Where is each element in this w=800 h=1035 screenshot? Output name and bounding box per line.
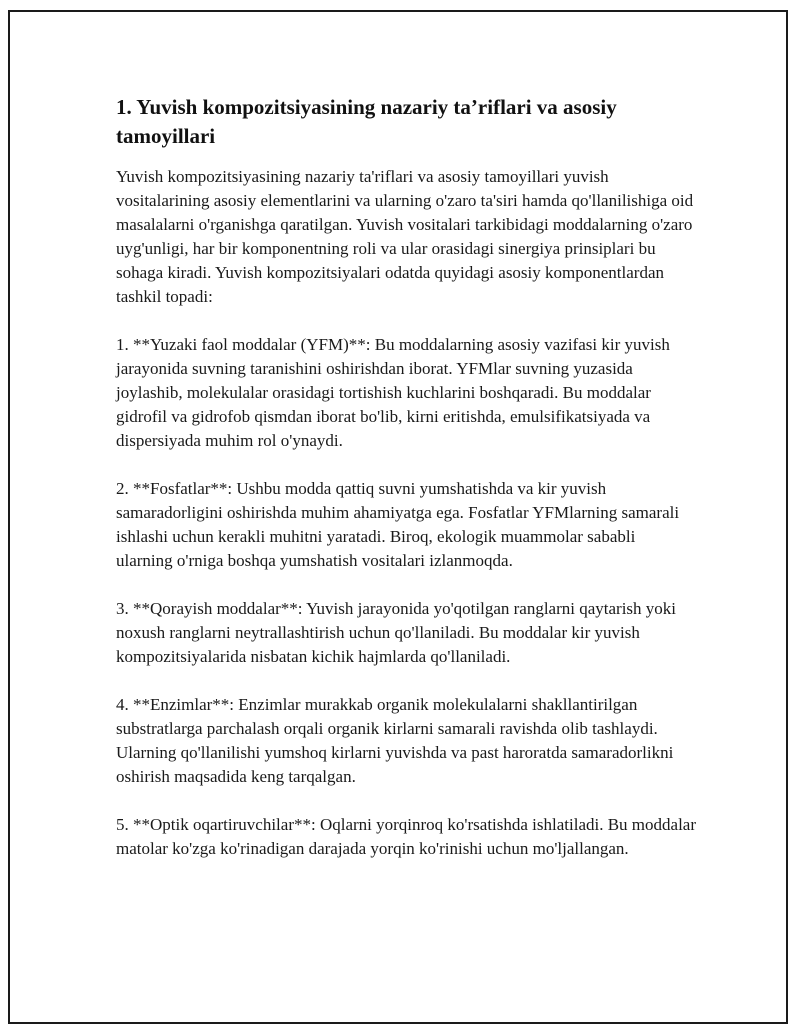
- section-heading: 1. Yuvish kompozitsiyasining nazariy ta’riflari va asosiy tamoyillari: [116, 95, 617, 148]
- list-item-optical-brighteners: 5. **Optik oqartiruvchilar**: Oqlarni yorqinroq ko'rsatishda ishlatiladi. Bu moddalar matolar ko'zga ko'rinadigan darajada yorqin ko'rinishi uchun mo'ljallangan.: [116, 815, 697, 858]
- list-item-coloring-agents: 3. **Qorayish moddalar**: Yuvish jarayonida yo'qotilgan ranglarni qaytarish yoki noxush ranglarni neytrallashtirish uchun qo'llaniladi. Bu moddalar kir yuvish kompozitsiyalarida nisbatan kichik hajmlarda qo'llaniladi.: [116, 599, 677, 666]
- list-item-surfactants: 1. **Yuzaki faol moddalar (YFM)**: Bu moddalarning asosiy vazifasi kir yuvish jarayonida suvning taranishini oshirishdan iborat. YFMlar suvning yuzasida joylashib, molekulalar orasidagi tortishish kuchlarini boshqaradi. Bu moddalar gidrofil va gidrofob qismdan iborat bo'lib, kirni eritishda, emulsifikatsiyada va dispersiyada muhim rol o'ynaydi.: [116, 335, 670, 450]
- list-item-phosphates: 2. **Fosfatlar**: Ushbu modda qattiq suvni yumshatishda va kir yuvish samaradorligini oshirishda muhim ahamiyatga ega. Fosfatlar YFMlarning samarali ishlashi uchun kerakli muhitni yaratadi. Biroq, ekologik muammolar sababli ularning o'rniga boshqa yumshatish vositalari izlanmoqda.: [116, 479, 680, 570]
- document-body: [116, 93, 696, 885]
- intro-paragraph: Yuvish kompozitsiyasining nazariy ta'riflari va asosiy tamoyillari yuvish vositalarining asosiy elementlarini va ularning o'zaro ta'siri hamda qo'llanilishiga oid masalalarni o'rganishga qaratilgan. Yuvish vositalari tarkibidagi moddalarning o'zaro uyg'unligi, har bir komponentning roli va ular orasidagi sinergiya prinsiplari bu sohaga kiradi. Yuvish kompozitsiyalari odatda quyidagi asosiy komponentlardan tashkil topadi:: [116, 167, 694, 306]
- list-item-enzymes: 4. **Enzimlar**: Enzimlar murakkab organik molekulalarni shakllantirilgan substratlarga parchalash orqali organik kirlarni samarali ravishda olib tashlaydi. Ularning qo'llanilishi yumshoq kirlarni yuvishda va past haroratda samaradorlikni oshirish maqsadida keng tarqalgan.: [116, 695, 674, 786]
